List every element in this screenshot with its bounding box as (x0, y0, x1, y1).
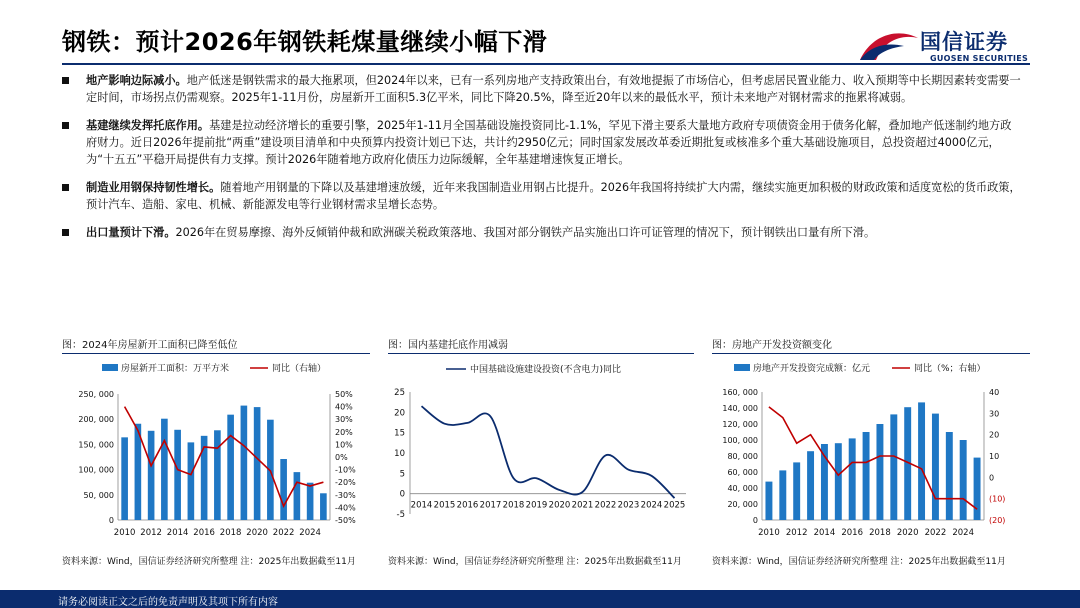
left-y-tick-label: 150, 000 (78, 440, 114, 450)
x-tick-label: 2025 (663, 500, 686, 511)
logo-cn-text: 国信证券 (920, 30, 1008, 54)
x-tick-label: 2023 (617, 500, 640, 511)
chart-title-divider (712, 353, 1030, 354)
bullet-lead: 地产影响边际减小。 (86, 74, 187, 87)
left-y-tick-label: 80, 000 (727, 452, 758, 461)
x-tick-label: 2012 (140, 528, 162, 538)
right-y-tick-label: 30% (335, 415, 353, 425)
bar (214, 430, 221, 520)
right-y-tick-label: -40% (335, 503, 356, 513)
bar (890, 414, 897, 520)
legend-bar-label: 房地产开发投资完成额：亿元 (753, 364, 871, 374)
right-y-tick-label: -50% (335, 516, 356, 525)
bullet-square-icon (62, 184, 69, 191)
chart-title: 图：2024年房屋新开工面积已降至低位 (62, 340, 238, 351)
right-y-tick-label: 0 (989, 473, 995, 483)
x-tick-label: 2010 (113, 528, 136, 538)
right-y-tick-label: 20% (335, 427, 353, 437)
x-tick-label: 2016 (456, 500, 479, 511)
bar (227, 415, 234, 520)
bullet-text: 随着地产用钢量的下降以及基建增速放缓，近年来我国制造业用钢占比提升。2026年我国将持续扩大内需，继续实施更加积极的财政政策和适度宽松的货币政策，预计汽车、造船、家电、机械、新能源发电等行业钢材需求呈增长态势。 (86, 181, 1021, 211)
x-tick-label: 2024 (952, 528, 975, 538)
footer-bar (0, 590, 1080, 608)
left-y-tick-label: 100, 000 (722, 436, 758, 445)
bullet-square-icon (62, 77, 69, 84)
bar (320, 493, 327, 520)
real-estate-investment-chart (712, 358, 1030, 558)
x-tick-label: 2024 (640, 500, 663, 511)
left-y-tick-label: 200, 000 (78, 415, 114, 425)
bar (946, 432, 953, 520)
legend-bar-label: 房屋新开工面积：万平方米 (121, 364, 230, 374)
bullet-lead: 制造业用钢保持韧性增长。 (86, 181, 221, 194)
right-y-tick-label: 10 (989, 452, 1000, 461)
bar (121, 437, 128, 520)
bar (779, 470, 786, 520)
bar (932, 414, 939, 520)
bullet-item (62, 117, 1022, 168)
bar (974, 458, 981, 520)
right-y-tick-label: -20% (335, 478, 356, 488)
chart-title: 图：国内基建托底作用减弱 (388, 340, 508, 351)
bar (280, 459, 287, 520)
right-y-tick-label: (20) (989, 516, 1006, 525)
bar (807, 451, 814, 520)
bar (793, 462, 800, 520)
right-y-tick-label: 30 (989, 409, 1000, 419)
x-tick-label: 2020 (246, 528, 268, 538)
y-tick-label: -5 (396, 510, 405, 520)
y-tick-label: 25 (394, 388, 405, 398)
left-y-tick-label: 0 (108, 516, 114, 525)
right-y-tick-label: 40% (335, 402, 353, 412)
x-tick-label: 2012 (785, 528, 808, 538)
bar (307, 483, 314, 520)
x-tick-label: 2016 (841, 528, 864, 538)
y-tick-label: 20 (394, 408, 405, 419)
bullet-square-icon (62, 229, 69, 236)
bar (148, 431, 155, 520)
x-tick-label: 2010 (758, 528, 780, 538)
bar (174, 430, 181, 520)
y-tick-label: 0 (399, 489, 405, 500)
bar (254, 407, 261, 520)
legend-line-label: 同比（%；右轴） (914, 364, 986, 374)
left-y-tick-label: 60, 000 (727, 468, 758, 477)
legend-bar-swatch (734, 364, 750, 371)
left-y-tick-label: 0 (752, 516, 758, 525)
bullet-text: 地产低迷是钢铁需求的最大拖累项，但2024年以来，已有一系列房地产支持政策出台，有效地提振了市场信心，但考虑居民置业能力、收入预期等中长期因素转变需要一定时间，市场拐点仍需观察。2025年1-11月份，房屋新开工面积5.3亿平米，同比下降20.5%，降至近20年以来的最低水平，预计未来地产对钢材需求的拖累将减弱。 (86, 74, 1021, 104)
y-tick-label: 10 (394, 449, 405, 459)
x-tick-label: 2018 (502, 500, 525, 511)
bar (835, 443, 842, 520)
bar (849, 438, 856, 520)
bullet-lead: 基建继续发挥托底作用。 (86, 119, 210, 132)
x-tick-label: 2022 (594, 500, 617, 511)
right-y-tick-label: 0% (335, 453, 348, 462)
logo-mark-icon (858, 26, 920, 66)
page-title: 钢铁：预计2026年钢铁耗煤量继续小幅下滑 (62, 28, 548, 56)
right-y-tick-label: -30% (335, 490, 356, 500)
left-y-tick-label: 140, 000 (722, 404, 758, 413)
chart-panel-real-estate-investment (712, 336, 1030, 586)
logo-en-text: GUOSEN SECURITIES (930, 54, 1029, 63)
bar (188, 442, 195, 520)
x-tick-label: 2018 (869, 528, 891, 538)
x-tick-label: 2014 (813, 528, 836, 538)
x-tick-label: 2022 (272, 528, 295, 538)
chart-source-note: 资料来源：Wind，国信证券经济研究所整理 注：2025年出数据截至11月 (388, 557, 682, 567)
chart-title: 图：房地产开发投资额变化 (712, 340, 832, 351)
right-y-tick-label: (10) (989, 494, 1006, 504)
bar (161, 419, 168, 520)
chart-source-note: 资料来源：Wind，国信证券经济研究所整理 注：2025年出数据截至11月 (712, 557, 1006, 567)
chart-title-divider (388, 353, 694, 354)
right-y-tick-label: 40 (989, 388, 1000, 397)
chart-panel-housing-starts (62, 336, 370, 586)
guosen-logo (858, 26, 1038, 66)
left-y-tick-label: 250, 000 (78, 390, 114, 399)
y-tick-label: 5 (399, 469, 405, 480)
bullet-item (62, 72, 1022, 106)
bar (294, 472, 301, 520)
infrastructure-chart (388, 358, 694, 558)
x-tick-label: 2024 (299, 528, 321, 538)
bullet-lead: 出口量预计下滑。 (86, 226, 176, 239)
chart-source-note: 资料来源：Wind，国信证券经济研究所整理 注：2025年出数据截至11月 (62, 557, 356, 567)
x-tick-label: 2021 (571, 500, 594, 511)
x-tick-label: 2014 (410, 500, 433, 511)
bar (765, 482, 772, 520)
left-y-tick-label: 160, 000 (722, 388, 758, 397)
left-y-tick-label: 50, 000 (83, 490, 114, 500)
chart-panel-infrastructure (388, 336, 694, 586)
bar (241, 406, 248, 520)
left-y-tick-label: 100, 000 (78, 465, 114, 475)
bullet-text: 2026年在贸易摩擦、海外反倾销仲裁和欧洲碳关税政策落地、我国对部分钢铁产品实施出口许可证管理的情况下，预计钢铁出口量有所下滑。 (175, 226, 876, 239)
x-tick-label: 2016 (193, 528, 215, 538)
bullet-item (62, 179, 1022, 213)
x-tick-label: 2022 (924, 528, 947, 538)
legend-line-label: 中国基础设施建设投资(不含电力)同比 (470, 365, 622, 375)
x-tick-label: 2018 (219, 528, 242, 538)
x-tick-label: 2019 (525, 500, 548, 511)
x-tick-label: 2020 (896, 528, 919, 538)
infrastructure-yoy-line (422, 406, 675, 498)
right-y-tick-label: -10% (335, 465, 356, 475)
left-y-tick-label: 120, 000 (722, 420, 758, 429)
legend-bar-swatch (102, 364, 118, 371)
bar (918, 402, 925, 520)
x-tick-label: 2015 (433, 500, 456, 511)
left-y-tick-label: 20, 000 (727, 500, 758, 509)
chart-title-divider (62, 353, 370, 354)
bar (863, 432, 870, 520)
right-y-tick-label: 50% (335, 390, 353, 399)
y-tick-label: 15 (394, 428, 405, 439)
x-tick-label: 2014 (166, 528, 189, 538)
bar (960, 440, 967, 520)
right-y-tick-label: 10% (335, 440, 353, 450)
housing-starts-chart (62, 358, 370, 558)
right-y-tick-label: 20 (989, 430, 1000, 440)
bullet-list (62, 72, 1022, 252)
legend-line-label: 同比（右轴） (272, 364, 327, 374)
footer-disclaimer: 请务必阅读正文之后的免责声明及其项下所有内容 (58, 597, 278, 608)
bullet-text: 基建是拉动经济增长的重要引擎，2025年1-11月全国基础设施投资同比-1.1%，罕见下滑主要系大量地方政府专项债资金用于债务化解，叠加地产低迷制约地方政府财力。近日2026年提前批“两重”建设项目清单和中央预算内投资计划已下达，共计约2950亿元；同时国家发展改革委近期批复或核准多个重大基础设施项目，总投资超过4000亿元，为“十五五”平稳开局提供有力支撑。预计2026年随着地方政府化债压力边际缓解，全年基建增速恢复正增长。 (86, 119, 1012, 166)
left-y-tick-label: 40, 000 (727, 484, 758, 493)
bullet-item (62, 224, 1022, 241)
x-tick-label: 2017 (479, 500, 502, 511)
bar (876, 424, 883, 520)
bullet-square-icon (62, 122, 69, 129)
x-tick-label: 2020 (548, 500, 571, 511)
